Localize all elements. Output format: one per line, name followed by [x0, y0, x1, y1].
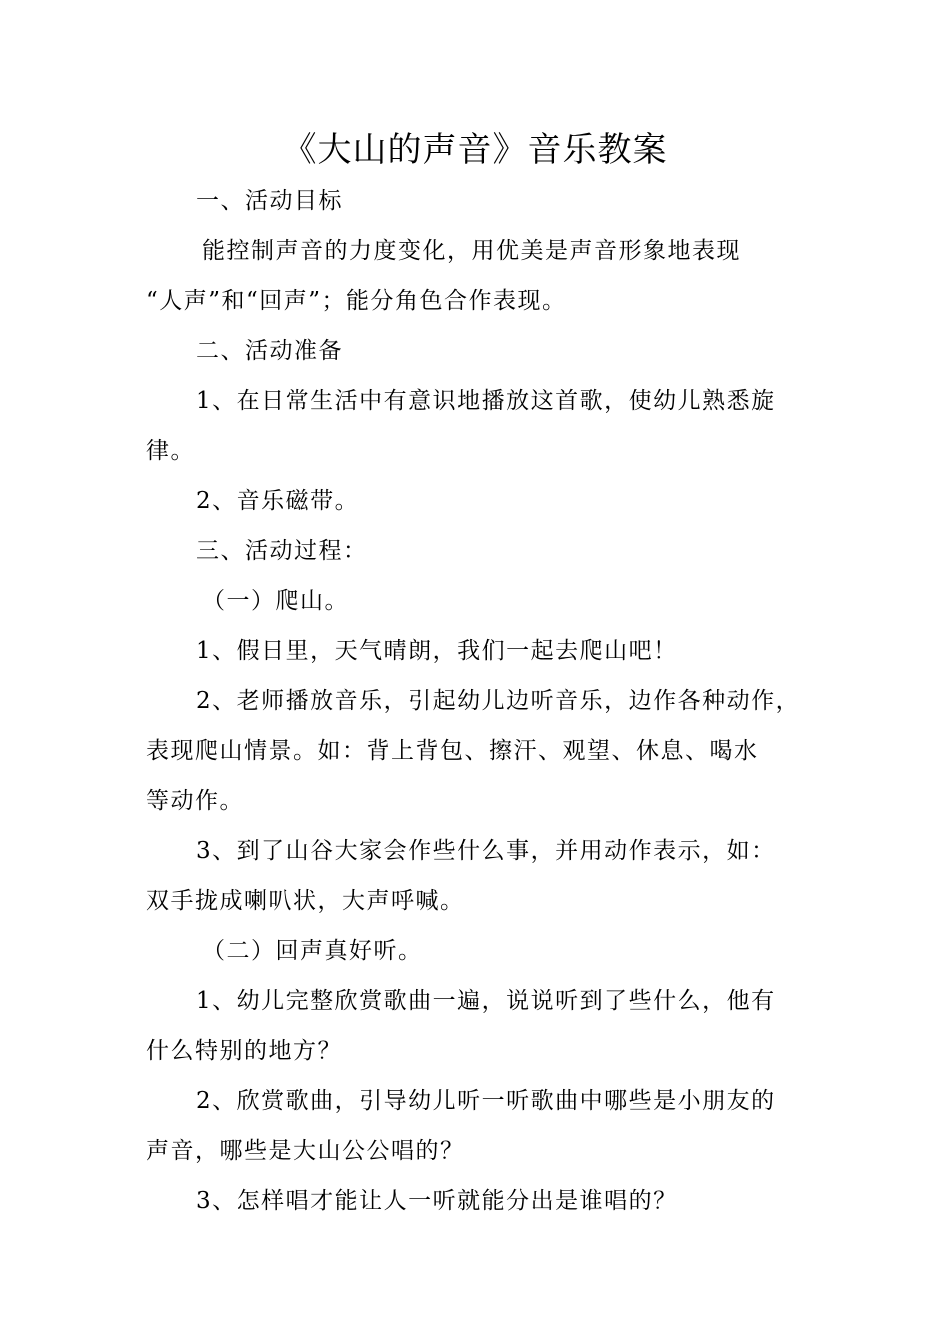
paragraph-line: 等动作。 [146, 788, 244, 814]
document-body [146, 176, 826, 1226]
paragraph-line: 能控制声音的力度变化，用优美是声音形象地表现 [202, 238, 741, 264]
paragraph-line: 1、在日常生活中有意识地播放这首歌，使幼儿熟悉旋 [196, 388, 776, 414]
document-title: 《大山的声音》音乐教案 [282, 130, 668, 170]
paragraph-line: 2、老师播放音乐，引起幼儿边听音乐，边作各种动作， [196, 688, 801, 714]
subsection-heading-echo: （二）回声真好听。 [202, 938, 423, 964]
paragraph-line: 双手拢成喇叭状，大声呼喊。 [146, 888, 465, 914]
paragraph-line: “人声”和“回声”；能分角色合作表现。 [146, 288, 567, 314]
paragraph-line: 1、假日里，天气晴朗，我们一起去爬山吧！ [196, 638, 678, 664]
paragraph-line: 2、音乐磁带。 [196, 488, 360, 514]
paragraph-line: 什么特别的地方？ [146, 1038, 342, 1064]
paragraph-line: 2、欣赏歌曲，引导幼儿听一听歌曲中哪些是小朋友的 [196, 1088, 776, 1114]
paragraph-line: 3、到了山谷大家会作些什么事，并用动作表示，如： [196, 838, 776, 864]
paragraph-line: 律。 [146, 438, 195, 464]
subsection-heading-climb: （一）爬山。 [202, 588, 349, 614]
paragraph-line: 声音，哪些是大山公公唱的？ [146, 1138, 465, 1164]
paragraph-line: 3、怎样唱才能让人一听就能分出是谁唱的？ [196, 1188, 678, 1214]
section-heading-process: 三、活动过程： [196, 538, 368, 564]
section-heading-goals: 一、活动目标 [196, 188, 343, 214]
section-heading-preparation: 二、活动准备 [196, 338, 343, 364]
paragraph-line: 表现爬山情景。如：背上背包、擦汗、观望、休息、喝水 [146, 738, 759, 764]
paragraph-line: 1、幼儿完整欣赏歌曲一遍，说说听到了些什么，他有 [196, 988, 776, 1014]
